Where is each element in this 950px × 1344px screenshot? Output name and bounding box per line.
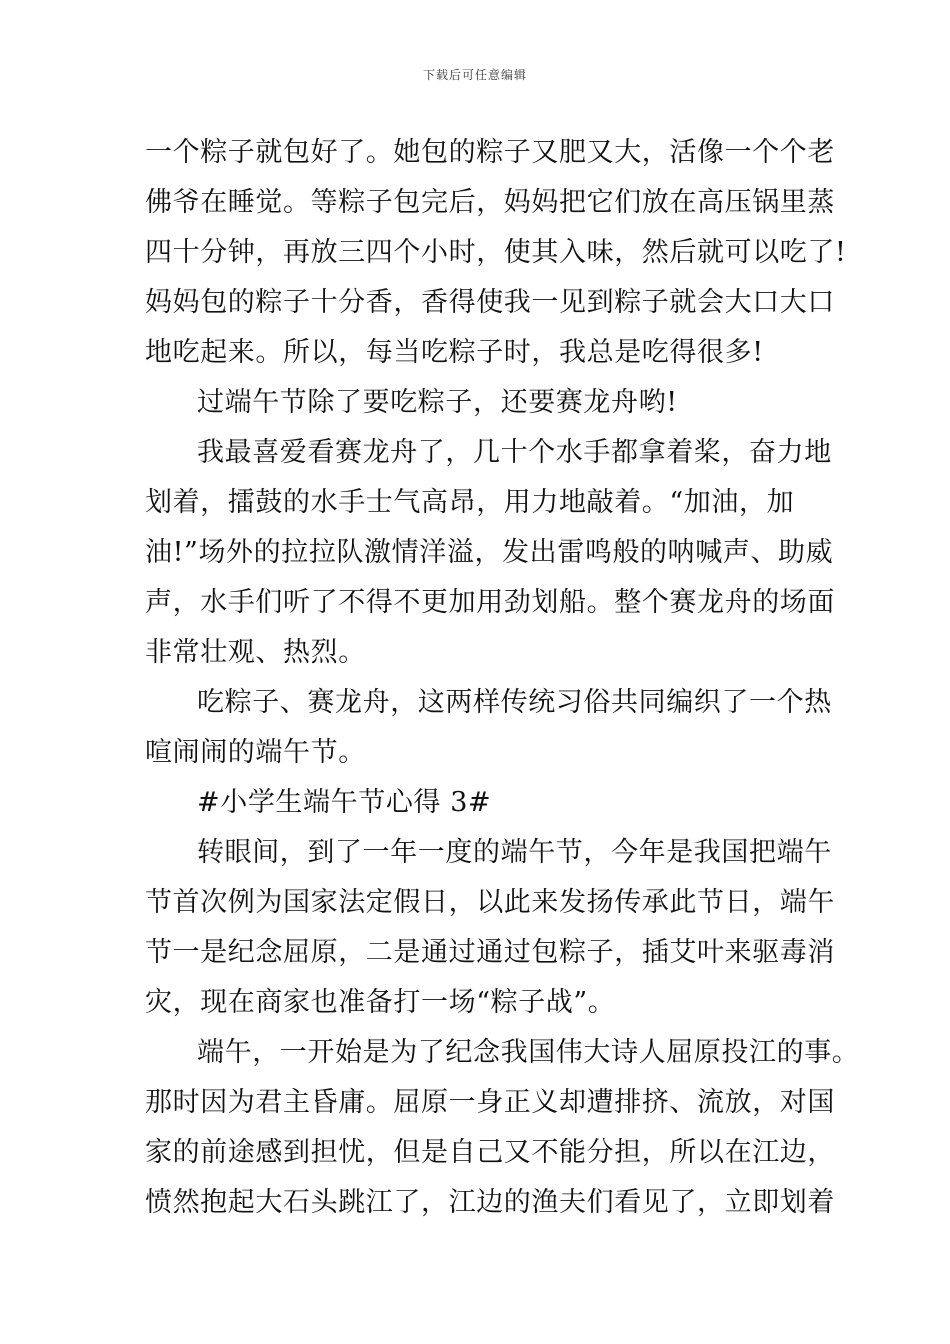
text-line: 油!”场外的拉拉队激情洋溢，发出雷鸣般的呐喊声、助威 <box>145 537 834 568</box>
text-line: 那时因为君主昏庸。屈原一身正义却遭排挤、流放，对国 <box>145 1087 835 1118</box>
text-line: 节首次例为国家法定假日，以此来发扬传承此节日，端午 <box>145 887 835 918</box>
text-line: 转眼间，到了一年一度的端午节，今年是我国把端午 <box>197 837 832 868</box>
text-line: 我最喜爱看赛龙舟了，几十个水手都拿着桨，奋力地 <box>197 437 832 468</box>
text-line: 愤然抱起大石头跳江了，江边的渔夫们看见了，立即划着 <box>145 1187 835 1218</box>
text-line: 四十分钟，再放三四个小时，使其入味，然后就可以吃了! <box>145 237 847 268</box>
text-line: 端午，一开始是为了纪念我国伟大诗人屈原投江的事。 <box>197 1037 860 1068</box>
text-line: 过端午节除了要吃粽子，还要赛龙舟哟! <box>197 387 678 418</box>
text-line: 一个粽子就包好了。她包的粽子又肥又大，活像一个个老 <box>145 137 835 168</box>
text-line: 灾，现在商家也准备打一场“粽子战”。 <box>145 987 616 1018</box>
section-heading: #小学生端午节心得 3# <box>197 787 492 818</box>
text-line: 地吃起来。所以，每当吃粽子时，我总是吃得很多! <box>145 337 764 368</box>
document-body <box>145 128 860 1228</box>
text-line: 喧闹闹的端午节。 <box>145 737 366 768</box>
text-line: 非常壮观、热烈。 <box>145 637 366 668</box>
text-line: 节一是纪念屈原，二是通过通过包粽子，插艾叶来驱毒消 <box>145 937 835 968</box>
page-header: 下载后可任意编辑 <box>422 68 527 82</box>
text-line: 划着，擂鼓的水手士气高昂，用力地敲着。“加油，加 <box>145 487 795 518</box>
text-line: 声，水手们听了不得不更加用劲划船。整个赛龙舟的场面 <box>145 587 835 618</box>
text-line: 妈妈包的粽子十分香，香得使我一见到粽子就会大口大口 <box>145 287 835 318</box>
text-line: 家的前途感到担忧，但是自己又不能分担，所以在江边， <box>145 1137 835 1168</box>
text-line: 佛爷在睡觉。等粽子包完后，妈妈把它们放在高压锅里蒸 <box>145 187 835 218</box>
text-line: 吃粽子、赛龙舟，这两样传统习俗共同编织了一个热 <box>197 687 832 718</box>
